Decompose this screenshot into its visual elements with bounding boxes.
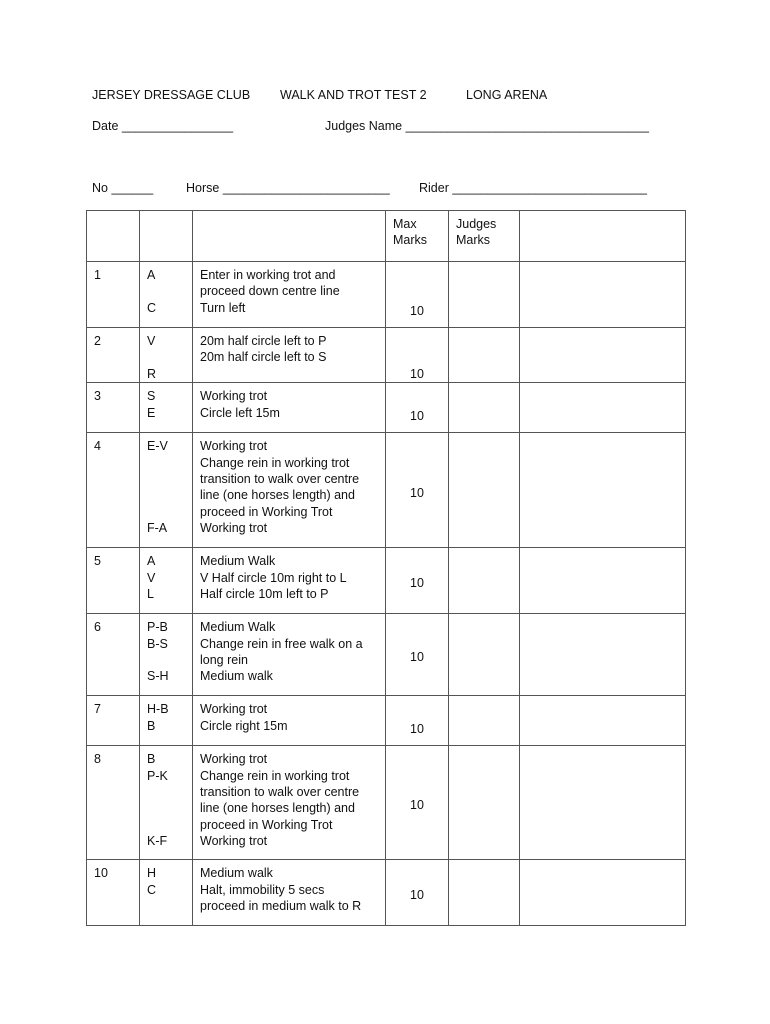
movement-markers: E-V F-A	[140, 433, 193, 548]
max-marks-value: 10	[386, 614, 449, 696]
judges-marks-cell[interactable]	[449, 746, 520, 860]
movement-number: 7	[87, 696, 140, 746]
max-marks-value: 10	[386, 328, 449, 383]
table-row	[87, 262, 686, 328]
movement-description: Working trot Circle left 15m	[193, 383, 386, 433]
remarks-cell[interactable]	[520, 746, 686, 860]
movement-number: 8	[87, 746, 140, 860]
movement-number: 10	[87, 860, 140, 926]
remarks-cell[interactable]	[520, 383, 686, 433]
max-marks-value: 10	[386, 548, 449, 614]
judges-marks-cell[interactable]	[449, 262, 520, 328]
club-name: JERSEY DRESSAGE CLUB	[92, 88, 251, 102]
judges-marks-cell[interactable]	[449, 860, 520, 926]
movement-markers: H-B B	[140, 696, 193, 746]
max-marks-value: 10	[386, 433, 449, 548]
movement-description: Working trot Change rein in working trot transition to walk over centre line (one horses length) and proceed in Working Trot Working trot	[193, 746, 386, 860]
header-cell-remarks	[520, 211, 686, 262]
remarks-cell[interactable]	[520, 860, 686, 926]
movement-description: Working trot Change rein in working trot transition to walk over centre line (one horses length) and proceed in Working Trot Working trot	[193, 433, 386, 548]
judges-marks-cell[interactable]	[449, 328, 520, 383]
table-row	[87, 860, 686, 926]
remarks-cell[interactable]	[520, 696, 686, 746]
header-cell-movement	[193, 211, 386, 262]
horse-field[interactable]: Horse ________________________	[186, 181, 390, 195]
remarks-cell[interactable]	[520, 328, 686, 383]
judges-marks-cell[interactable]	[449, 696, 520, 746]
table-row	[87, 328, 686, 383]
movement-description: Medium Walk Change rein in free walk on a long rein Medium walk	[193, 614, 386, 696]
table-row	[87, 696, 686, 746]
table-row	[87, 548, 686, 614]
table-row	[87, 383, 686, 433]
movement-markers: A C	[140, 262, 193, 328]
arena-name: LONG ARENA	[466, 88, 548, 102]
movement-number: 5	[87, 548, 140, 614]
date-field[interactable]: Date ________________	[92, 119, 234, 133]
movement-markers: V R	[140, 328, 193, 383]
remarks-cell[interactable]	[520, 548, 686, 614]
table-row	[87, 433, 686, 548]
rider-field[interactable]: Rider ____________________________	[419, 181, 647, 195]
movement-number: 6	[87, 614, 140, 696]
header-cell-markers	[140, 211, 193, 262]
max-marks-value: 10	[386, 696, 449, 746]
header-cell-number	[87, 211, 140, 262]
table-header-row	[87, 211, 686, 262]
movement-number: 1	[87, 262, 140, 328]
movement-description: Enter in working trot and proceed down centre line Turn left	[193, 262, 386, 328]
judges-marks-cell[interactable]	[449, 383, 520, 433]
judges-marks-cell[interactable]	[449, 433, 520, 548]
movement-number: 2	[87, 328, 140, 383]
remarks-cell[interactable]	[520, 262, 686, 328]
max-marks-value: 10	[386, 262, 449, 328]
movement-description: Working trot Circle right 15m	[193, 696, 386, 746]
remarks-cell[interactable]	[520, 433, 686, 548]
remarks-cell[interactable]	[520, 614, 686, 696]
movement-number: 3	[87, 383, 140, 433]
movement-description: Medium walk Halt, immobility 5 secs proceed in medium walk to R	[193, 860, 386, 926]
table-row	[87, 614, 686, 696]
table-row	[87, 746, 686, 860]
test-sheet-table	[86, 210, 686, 926]
movement-number: 4	[87, 433, 140, 548]
max-marks-value: 10	[386, 860, 449, 926]
test-name: WALK AND TROT TEST 2	[280, 88, 427, 102]
movement-markers: B P-K K-F	[140, 746, 193, 860]
movement-markers: P-B B-S S-H	[140, 614, 193, 696]
judges-name-field[interactable]: Judges Name ___________________________________	[325, 119, 649, 133]
movement-description: 20m half circle left to P 20m half circle left to S	[193, 328, 386, 383]
header-judges-marks: Judges Marks	[449, 211, 520, 262]
competitor-number-field[interactable]: No ______	[92, 181, 154, 195]
max-marks-value: 10	[386, 746, 449, 860]
movement-markers: H C	[140, 860, 193, 926]
header-max-marks: Max Marks	[386, 211, 449, 262]
movement-markers: A V L	[140, 548, 193, 614]
max-marks-value: 10	[386, 383, 449, 433]
movement-markers: S E	[140, 383, 193, 433]
movement-description: Medium Walk V Half circle 10m right to L Half circle 10m left to P	[193, 548, 386, 614]
judges-marks-cell[interactable]	[449, 614, 520, 696]
judges-marks-cell[interactable]	[449, 548, 520, 614]
